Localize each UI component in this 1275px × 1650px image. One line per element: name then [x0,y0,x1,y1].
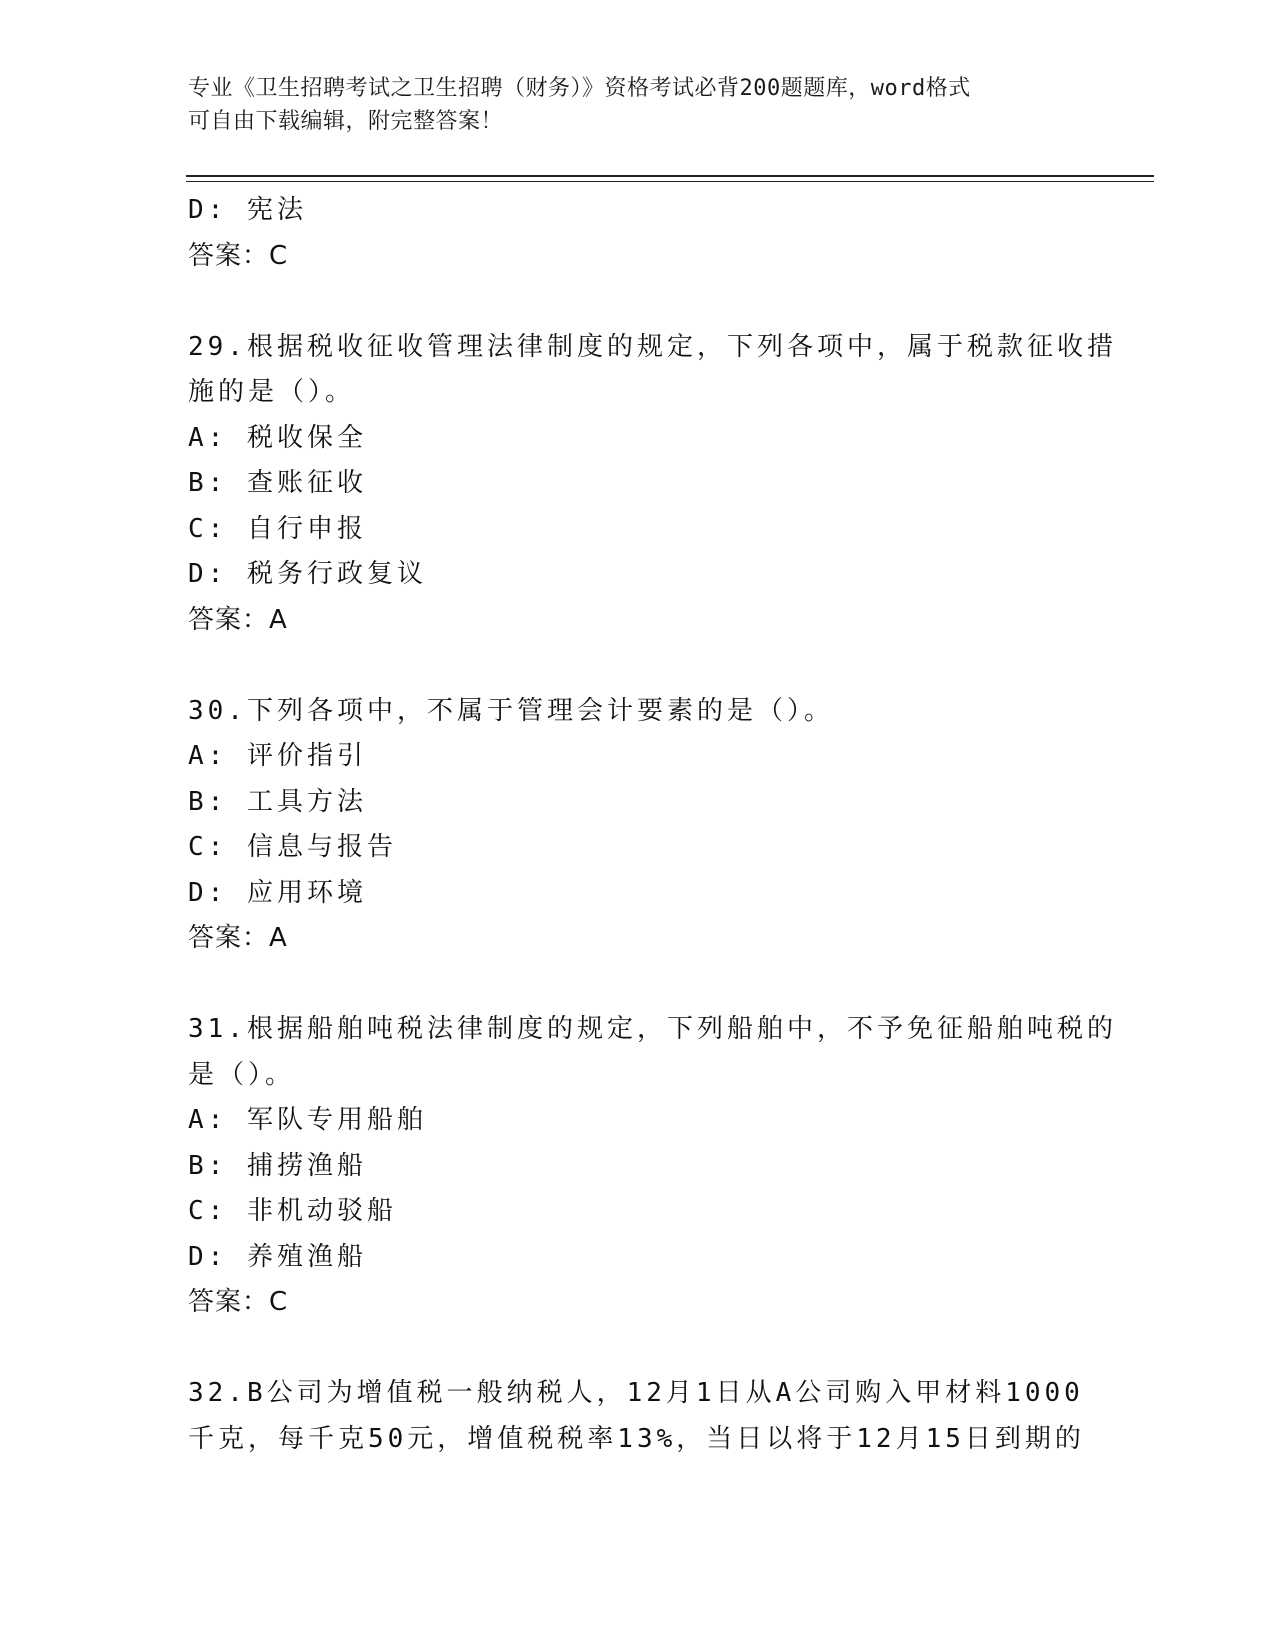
option-b: B: 查账征收 [188,468,367,498]
option-d: D: 税务行政复议 [188,559,427,589]
option-d: D: 宪法 [188,195,307,225]
option-a: A: 评价指引 [188,741,367,771]
spacer [188,643,1088,689]
spacer [188,962,1088,1008]
question-block-30 [188,689,1088,962]
question-stem: 32.B公司为增值税一般纳税人，12月1日从A公司购入甲材料1000 [188,1378,1084,1408]
option-d: D: 养殖渔船 [188,1241,367,1272]
option-b: B: 工具方法 [188,786,367,817]
option-c: C: 信息与报告 [188,832,397,862]
question-stem: 29.根据税收征收管理法律制度的规定，下列各项中，属于税款征收措 [188,331,1117,362]
spacer [188,279,1088,325]
question-stem: 是（）。 [188,1059,296,1090]
option-b: B: 捕捞渔船 [188,1150,367,1181]
spacer [188,1326,1088,1372]
answer-line: 答案：A [188,923,288,953]
answer-line: 答案：C [188,240,289,271]
option-c: C: 自行申报 [188,513,367,544]
header-line-2: 可自由下载编辑，附完整答案！ [188,109,504,134]
question-block-29 [188,325,1117,644]
option-a: A: 军队专用船舶 [188,1105,427,1135]
option-c: C: 非机动驳船 [188,1196,397,1226]
header-divider-thick [186,175,1154,177]
question-block-32 [188,1371,1088,1462]
answer-line: 答案：C [188,1287,289,1317]
question-stem: 30.下列各项中，不属于管理会计要素的是（）。 [188,695,834,726]
option-a: A: 税收保全 [188,422,367,453]
document-header [188,72,1068,138]
header-divider-thin [186,181,1154,182]
header-line-1: 专业《卫生招聘考试之卫生招聘（财务）》资格考试必背200题题库，word格式 [188,76,971,101]
question-stem: 施的是（）。 [188,377,356,407]
question-block-31 [188,1007,1117,1326]
question-stem: 31.根据船舶吨税法律制度的规定，下列船舶中，不予免征船舶吨税的 [188,1014,1117,1044]
question-stem: 千克，每千克50元，增值税税率13%，当日以将于12月15日到期的 [188,1423,1085,1454]
answer-line: 答案：A [188,604,288,635]
question-content [188,188,1117,1462]
option-d: D: 应用环境 [188,877,367,908]
